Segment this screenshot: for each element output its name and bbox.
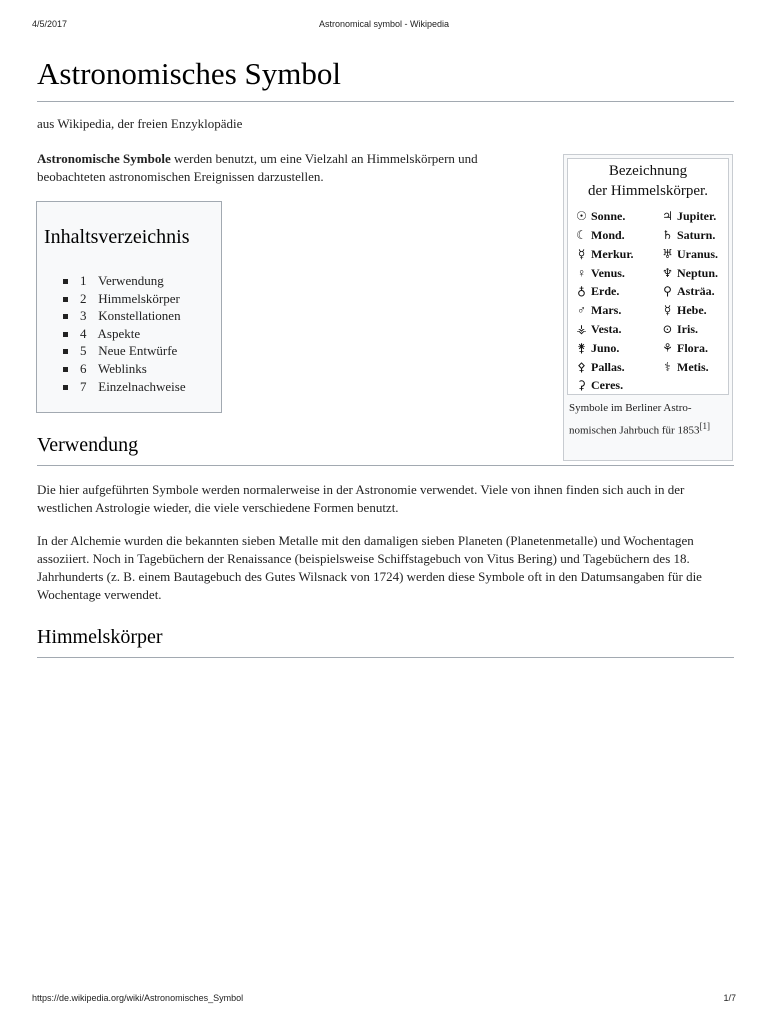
symbol-row	[572, 209, 625, 224]
symbol-name: Asträa.	[677, 284, 715, 298]
table-of-contents	[36, 201, 222, 413]
title-divider	[37, 101, 734, 102]
symbol-name: Pallas.	[591, 360, 625, 374]
site-tagline: aus Wikipedia, der freien Enzyklopädie	[37, 116, 243, 131]
symbol-row	[658, 228, 715, 243]
intro-paragraph	[37, 150, 537, 186]
figure-heading-line2: der Himmelskörper.	[588, 183, 708, 199]
print-tab-title: Astronomical symbol - Wikipedia	[318, 19, 450, 29]
symbol-name: Jupiter.	[677, 209, 717, 223]
toc-item-number: 6	[80, 360, 87, 376]
symbol-name: Metis.	[677, 360, 709, 374]
hebe-symbol-icon: ☿	[663, 303, 672, 317]
juno-symbol-icon: ⚵	[577, 341, 586, 355]
symbol-row	[658, 284, 715, 299]
uranus-symbol-icon: ♅	[662, 247, 673, 261]
symbol-name: Uranus.	[677, 247, 719, 261]
toc-item-himmelskoerper[interactable]	[37, 290, 186, 308]
figure-caption	[569, 399, 727, 440]
symbol-name: Neptun.	[677, 266, 719, 280]
symbol-name: Mond.	[591, 228, 625, 242]
caption-text: Symbole im Berliner Astro-nomischen Jahrbuch für 1853	[569, 402, 700, 437]
toc-item-label: Himmelskörper	[98, 290, 180, 306]
section-divider	[37, 657, 734, 658]
toc-item-label: Neue Entwürfe	[98, 343, 178, 359]
symbol-name: Sonne.	[591, 209, 626, 223]
moon-symbol-icon: ☾	[576, 228, 587, 242]
symbol-row	[572, 322, 622, 337]
toc-item-number: 2	[80, 290, 87, 306]
symbol-row	[658, 303, 707, 318]
symbol-name: Erde.	[591, 284, 620, 298]
toc-item-konstellationen[interactable]	[37, 307, 186, 325]
symbol-name: Juno.	[591, 341, 620, 355]
toc-item-number: 5	[80, 343, 87, 359]
toc-item-number: 3	[80, 308, 87, 324]
symbol-row	[572, 284, 619, 299]
ceres-symbol-icon: ⚳	[577, 378, 586, 392]
earth-symbol-icon: ♁	[577, 284, 586, 298]
toc-list	[37, 272, 186, 395]
symbol-row	[658, 266, 718, 281]
toc-item-neue-entwuerfe[interactable]	[37, 342, 186, 360]
page-number: 1/7	[723, 993, 736, 1003]
toc-item-aspekte[interactable]	[37, 325, 186, 343]
toc-item-verwendung[interactable]	[37, 272, 186, 290]
page-url: https://de.wikipedia.org/wiki/Astronomisches_Symbol	[32, 993, 244, 1003]
flora-symbol-icon: ⚘	[662, 341, 673, 355]
symbol-name: Vesta.	[591, 322, 622, 336]
mars-symbol-icon: ♂	[577, 303, 586, 317]
section-divider	[37, 465, 734, 466]
toc-item-label: Verwendung	[98, 273, 164, 288]
page-title: Astronomisches Symbol	[37, 56, 341, 91]
symbol-table-image[interactable]	[567, 158, 729, 395]
symbol-name: Venus.	[591, 266, 625, 280]
iris-symbol-icon: ⊙	[662, 322, 673, 336]
toc-item-number: 4	[80, 325, 87, 341]
symbol-row	[658, 209, 716, 224]
symbol-row	[572, 303, 621, 318]
symbol-figure	[563, 154, 733, 461]
neptune-symbol-icon: ♆	[662, 266, 673, 280]
mercury-symbol-icon: ☿	[577, 247, 586, 261]
symbol-row	[572, 228, 625, 243]
verwendung-paragraph-1: Die hier aufgeführten Symbole werden normalerweise in der Astronomie verwendet. Viele von ihnen finden sich auch in der westlichen Astrologie wieder, die viele verschiedene Formen benutzt.	[37, 482, 685, 515]
jupiter-symbol-icon: ♃	[662, 209, 673, 223]
toc-item-label: Aspekte	[97, 325, 141, 341]
symbol-row	[658, 322, 698, 337]
pallas-symbol-icon: ⚴	[577, 360, 586, 374]
astraea-symbol-icon: ⚲	[663, 284, 672, 298]
symbol-row	[658, 341, 708, 356]
symbol-row	[572, 247, 634, 262]
intro-text: werden benutzt, um eine Vielzahl an Himmelskörpern und beobachteten astronomischen Ereignissen darzustellen.	[37, 151, 478, 184]
reference-link[interactable]: [1]	[699, 421, 710, 431]
section-heading-verwendung: Verwendung	[37, 434, 139, 456]
venus-symbol-icon: ♀	[577, 266, 586, 280]
toc-item-number: 7	[80, 378, 87, 394]
toc-item-weblinks[interactable]	[37, 360, 186, 378]
print-date: 4/5/2017	[32, 19, 68, 29]
symbol-row	[572, 341, 619, 356]
toc-item-number: 1	[80, 273, 87, 288]
symbol-name: Mars.	[591, 303, 622, 317]
symbol-row	[658, 360, 709, 375]
metis-symbol-icon: ⚕	[664, 360, 671, 374]
symbol-row	[572, 378, 623, 393]
symbol-name: Saturn.	[677, 228, 716, 242]
section-heading-himmelskoerper: Himmelskörper	[37, 626, 163, 648]
symbol-name: Ceres.	[591, 378, 624, 392]
toc-item-label: Konstellationen	[98, 308, 181, 324]
symbol-name: Flora.	[677, 341, 708, 355]
toc-item-label: Einzelnachweise	[98, 378, 186, 394]
intro-bold-term: Astronomische Symbole	[37, 151, 171, 166]
toc-item-einzelnachweise[interactable]	[37, 378, 186, 396]
symbol-name: Hebe.	[677, 303, 707, 317]
toc-title: Inhaltsverzeichnis	[44, 226, 190, 248]
vesta-symbol-icon: ⚶	[576, 322, 587, 336]
symbol-row	[572, 360, 625, 375]
figure-heading-line1: Bezeichnung	[608, 163, 688, 179]
symbol-row	[658, 247, 718, 262]
toc-item-label: Weblinks	[98, 360, 147, 376]
symbol-name: Merkur.	[591, 247, 634, 261]
symbol-row	[572, 266, 625, 281]
sun-symbol-icon: ☉	[576, 209, 587, 223]
symbol-name: Iris.	[677, 322, 698, 336]
verwendung-paragraph-2: In der Alchemie wurden die bekannten sieben Metalle mit den damaligen sieben Planeten (Planetenmetalle) und Wochentagen assoziiert. Noch in Tagebüchern der Renaissance (beispielsweise Schiffstagebuch von Vitus Bering) und Tagebüchern des 18. Jahrhunderts (z. B. einem Bautagebuch des Gutes Wilsnack von 1724) werden diese Symbole oft in den Datumsangaben für die Wochentage verwendet.	[37, 533, 702, 602]
saturn-symbol-icon: ♄	[662, 228, 673, 242]
